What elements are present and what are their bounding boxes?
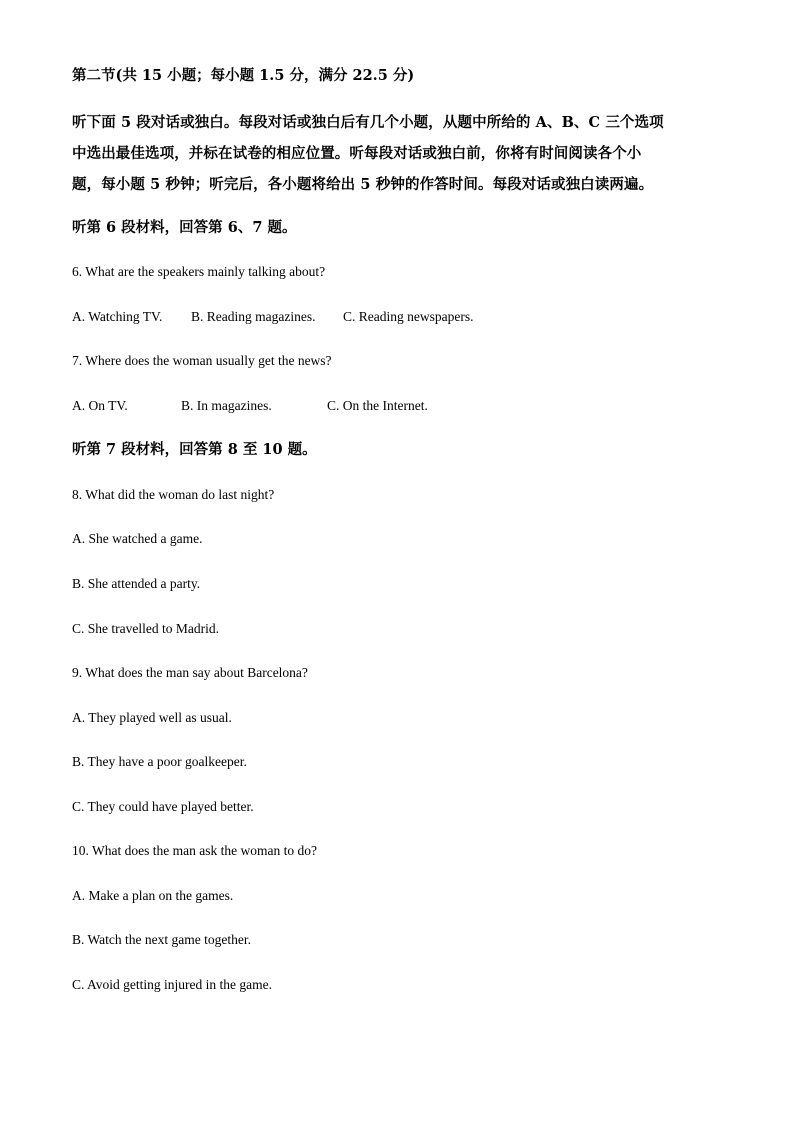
question-6-stem: 6. What are the speakers mainly talking about?: [72, 264, 326, 279]
question-6-option-c: C. Reading newspapers.: [343, 309, 474, 324]
question-9-stem: 9. What does the man say about Barcelona?: [72, 665, 308, 680]
instructions-line-3: 题，每小题 5 秒钟；听完后，各小题将给出 5 秒钟的作答时间。每段对话或独白读两遍。: [72, 176, 654, 193]
question-7-option-a: A. On TV.: [72, 398, 128, 413]
question-10-stem: 10. What does the man ask the woman to do?: [72, 843, 317, 858]
question-8-option-c: C. She travelled to Madrid.: [72, 621, 219, 636]
question-10-option-b: B. Watch the next game together.: [72, 932, 251, 947]
instructions-line-1: 听下面 5 段对话或独白。每段对话或独白后有几个小题，从题中所给的 A、B、C 三个选项: [72, 114, 664, 131]
question-9-option-a: A. They played well as usual.: [72, 710, 232, 725]
instructions-line-2: 中选出最佳选项，并标在试卷的相应位置。听每段对话或独白前，你将有时间阅读各个小: [72, 145, 642, 162]
question-10-option-c: C. Avoid getting injured in the game.: [72, 977, 272, 992]
question-7-option-b: B. In magazines.: [181, 398, 272, 413]
group-heading-6: 听第 6 段材料，回答第 6、7 题。: [72, 219, 297, 236]
question-9-option-b: B. They have a poor goalkeeper.: [72, 754, 247, 769]
question-6-option-b: B. Reading magazines.: [191, 309, 316, 324]
question-9-option-c: C. They could have played better.: [72, 799, 254, 814]
group-heading-7: 听第 7 段材料，回答第 8 至 10 题。: [72, 441, 317, 458]
question-8-option-a: A. She watched a game.: [72, 531, 203, 546]
section-title: 第二节(共 15 小题；每小题 1.5 分，满分 22.5 分): [72, 67, 415, 84]
question-7-option-c: C. On the Internet.: [327, 398, 428, 413]
question-10-option-a: A. Make a plan on the games.: [72, 888, 234, 903]
question-8-option-b: B. She attended a party.: [72, 576, 201, 591]
question-8-stem: 8. What did the woman do last night?: [72, 487, 275, 502]
question-7-stem: 7. Where does the woman usually get the news?: [72, 353, 332, 368]
question-6-option-a: A. Watching TV.: [72, 309, 163, 324]
